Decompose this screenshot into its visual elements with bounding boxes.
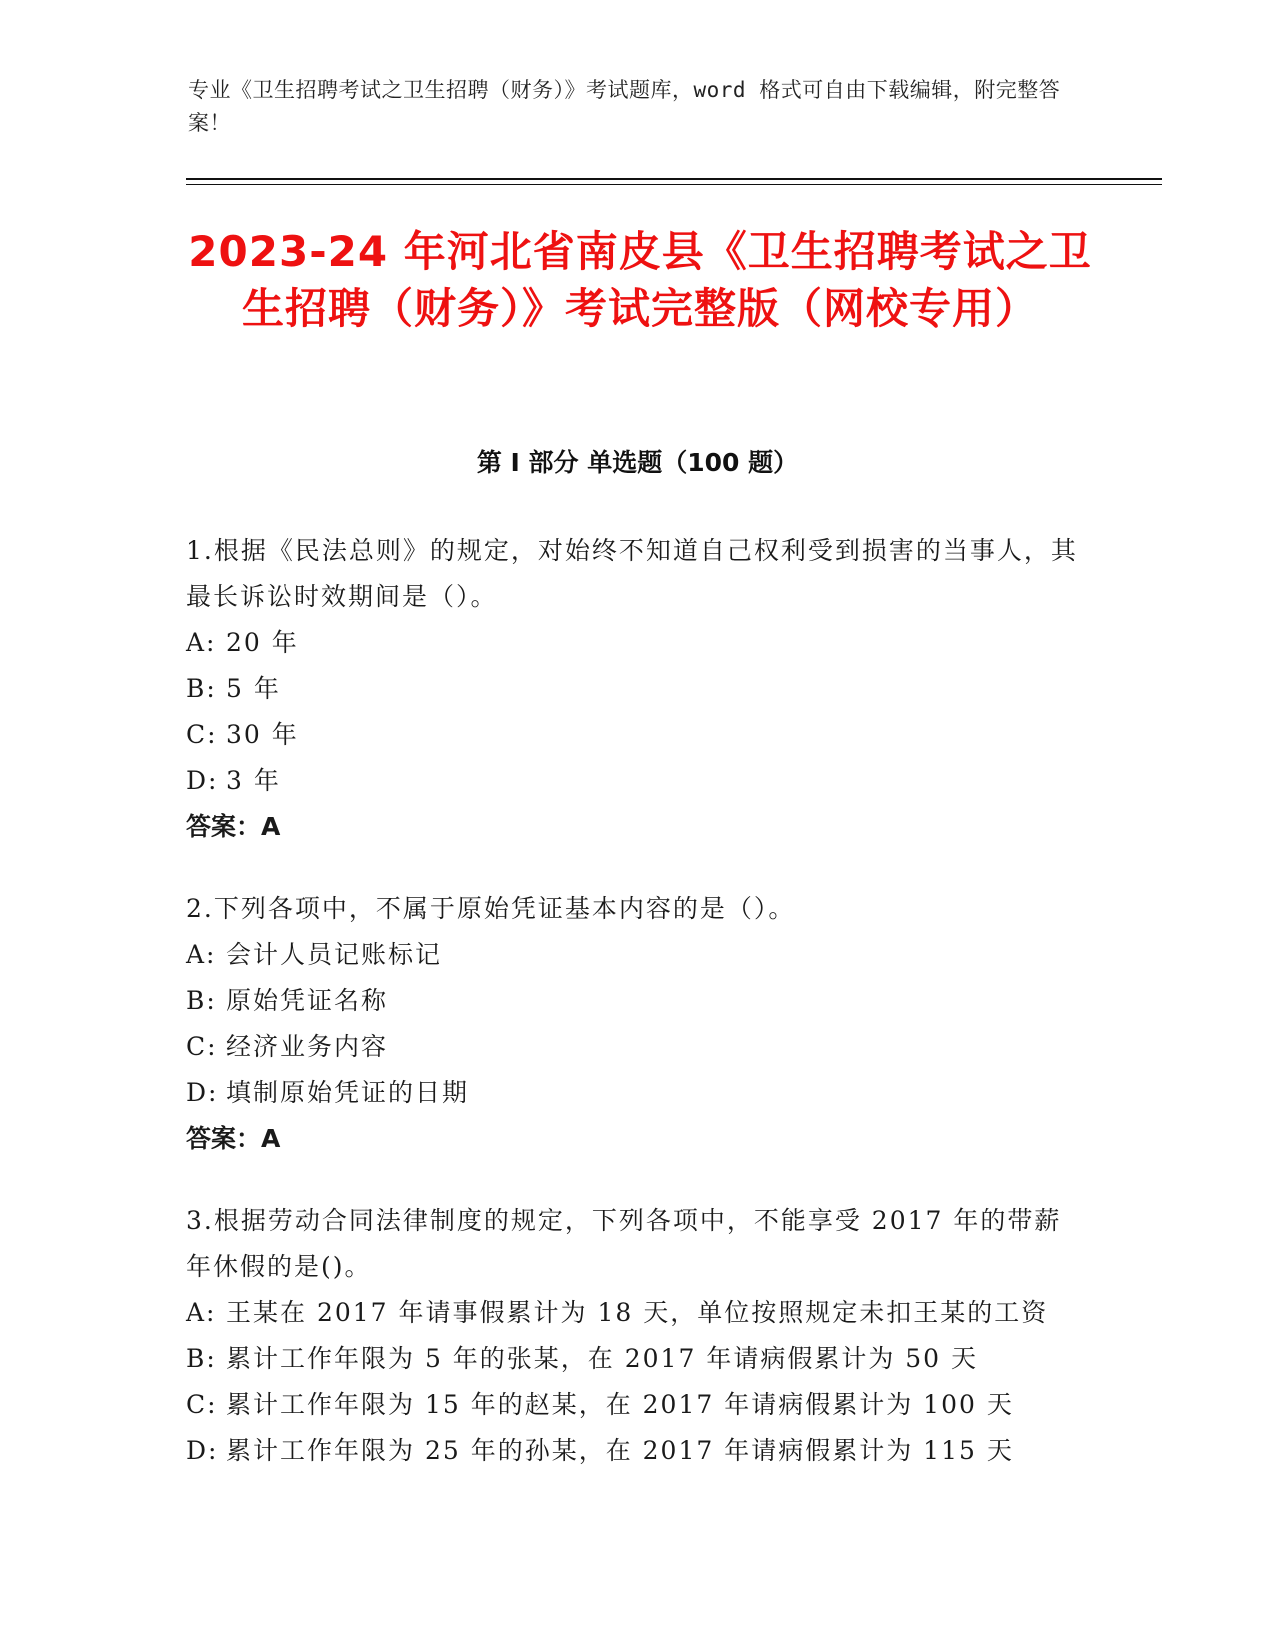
option-d — [186, 758, 1086, 804]
option-key: B: — [186, 674, 217, 703]
option-c — [186, 712, 1086, 758]
option-key: C: — [186, 1390, 218, 1419]
question-stem — [186, 1198, 1086, 1290]
option-text: 累计工作年限为 5 年的张某，在 2017 年请病假累计为 50 天 — [226, 1344, 979, 1373]
option-c — [186, 1382, 1086, 1428]
option-text: 累计工作年限为 25 年的孙某，在 2017 年请病假累计为 115 天 — [226, 1436, 1014, 1465]
option-key: D: — [186, 766, 219, 795]
option-text: 累计工作年限为 15 年的赵某，在 2017 年请病假累计为 100 天 — [226, 1390, 1014, 1419]
section-heading: 第 I 部分 单选题（100 题） — [476, 448, 799, 477]
option-d — [186, 1428, 1086, 1474]
question-number: 2. — [186, 894, 214, 923]
question-number: 3. — [186, 1206, 214, 1235]
option-key: B: — [186, 1344, 217, 1373]
question-stem — [186, 886, 1086, 932]
option-text: 20 年 — [226, 628, 299, 657]
question-text: 下列各项中，不属于原始凭证基本内容的是（）。 — [213, 894, 796, 923]
option-text: 3 年 — [226, 766, 281, 795]
question-list — [186, 528, 1086, 1510]
header-divider-thin — [186, 184, 1162, 185]
answer-label: 答案： — [186, 1124, 262, 1153]
option-b — [186, 1336, 1086, 1382]
question-text: 根据劳动合同法律制度的规定，下列各项中，不能享受 2017 年的带薪年休假的是()。 — [186, 1206, 1062, 1281]
option-text: 会计人员记账标记 — [226, 940, 443, 969]
option-d — [186, 1070, 1086, 1116]
question-text: 根据《民法总则》的规定，对始终不知道自己权利受到损害的当事人，其最长诉讼时效期间是（）。 — [186, 536, 1078, 611]
header-divider — [186, 178, 1162, 180]
document-title: 2023-24 年河北省南皮县《卫生招聘考试之卫生招聘（财务）》考试完整版（网校专用） — [188, 227, 1092, 333]
option-key: D: — [186, 1436, 219, 1465]
option-text: 原始凭证名称 — [226, 986, 389, 1015]
option-a — [186, 1290, 1086, 1336]
answer-line — [186, 804, 1086, 850]
question-3 — [186, 1198, 1086, 1474]
option-key: A: — [186, 940, 217, 969]
question-1 — [186, 528, 1086, 850]
option-text: 5 年 — [226, 674, 281, 703]
option-a — [186, 620, 1086, 666]
option-text: 填制原始凭证的日期 — [226, 1078, 470, 1107]
header-note: 专业《卫生招聘考试之卫生招聘（财务）》考试题库，word 格式可自由下载编辑，附完整答案！ — [188, 78, 1061, 135]
question-number: 1. — [186, 536, 214, 565]
option-key: D: — [186, 1078, 219, 1107]
option-key: A: — [186, 628, 217, 657]
option-key: A: — [186, 1298, 217, 1327]
option-b — [186, 666, 1086, 712]
question-2 — [186, 886, 1086, 1162]
option-key: C: — [186, 1032, 218, 1061]
question-stem — [186, 528, 1086, 620]
answer-label: 答案： — [186, 812, 262, 841]
option-text: 30 年 — [226, 720, 299, 749]
answer-line — [186, 1116, 1086, 1162]
option-text: 经济业务内容 — [226, 1032, 389, 1061]
answer-value: A — [261, 1124, 281, 1153]
option-key: C: — [186, 720, 218, 749]
option-key: B: — [186, 986, 217, 1015]
option-c — [186, 1024, 1086, 1070]
answer-value: A — [261, 812, 281, 841]
option-text: 王某在 2017 年请事假累计为 18 天，单位按照规定未扣王某的工资 — [226, 1298, 1049, 1327]
option-a — [186, 932, 1086, 978]
option-b — [186, 978, 1086, 1024]
